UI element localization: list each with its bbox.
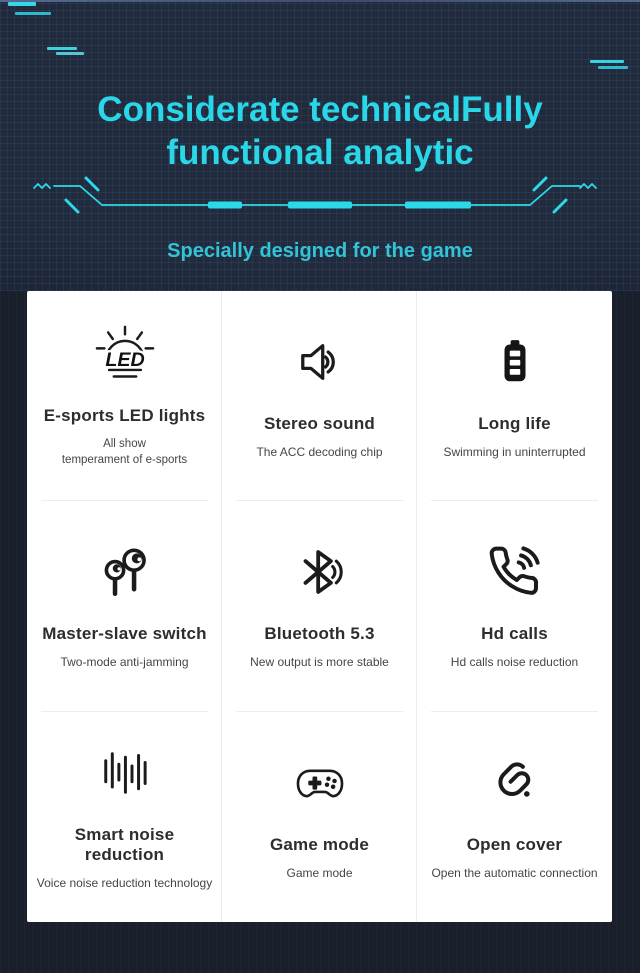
page-title	[0, 88, 640, 174]
feature-hd-calls	[417, 501, 612, 711]
deco-dash-top-left-1	[8, 2, 36, 6]
feature-noise-reduction	[27, 712, 222, 922]
feature-subtitle: Voice noise reduction technology	[36, 875, 213, 890]
feature-title: Open cover	[466, 834, 563, 854]
feature-title: Stereo sound	[263, 414, 376, 434]
speaker-icon	[290, 332, 350, 392]
noise-wave-icon	[95, 743, 155, 803]
feature-title: Hd calls	[481, 624, 548, 644]
feature-subtitle: All show temperament of e-sports	[61, 438, 188, 467]
battery-icon	[485, 332, 545, 392]
deco-dash-right-2	[598, 66, 628, 69]
feature-title: Bluetooth 5.3	[264, 624, 375, 644]
paperclip-icon	[485, 753, 545, 813]
page-title-line2: functional analytic	[166, 133, 474, 172]
feature-subtitle: The ACC decoding chip	[256, 445, 383, 460]
feature-subtitle: Open the automatic connection	[431, 865, 598, 880]
feature-led-lights	[27, 291, 222, 501]
feature-open-cover	[417, 712, 612, 922]
feature-card	[27, 291, 612, 922]
feature-title: Long life	[478, 414, 551, 434]
feature-subtitle: Two-mode anti-jamming	[60, 655, 189, 670]
gamepad-icon	[290, 753, 350, 813]
hero-banner	[0, 0, 640, 291]
deco-dash-mid-left-1	[47, 47, 77, 50]
feature-title: Master-slave switch	[42, 624, 207, 644]
feature-subtitle: Game mode	[286, 865, 353, 880]
hero-subtitle: Specially designed for the game	[167, 240, 473, 262]
feature-title: Game mode	[269, 834, 370, 854]
deco-dash-top-left-2	[15, 12, 51, 15]
feature-title: E-sports LED lights	[43, 406, 206, 426]
feature-bluetooth	[222, 501, 417, 711]
phone-icon	[485, 542, 545, 602]
feature-subtitle: New output is more stable	[250, 655, 389, 670]
feature-title: Smart noise reduction	[74, 824, 175, 864]
earbuds-icon	[95, 542, 155, 602]
bluetooth-icon	[290, 542, 350, 602]
feature-long-life	[417, 291, 612, 501]
tech-divider-ornament	[0, 175, 640, 221]
feature-subtitle: Hd calls noise reduction	[450, 655, 579, 670]
deco-dash-right-1	[590, 60, 624, 63]
deco-dash-mid-left-2	[56, 52, 84, 55]
feature-master-slave	[27, 501, 222, 711]
feature-stereo-sound	[222, 291, 417, 501]
led-badge-text: LED	[104, 349, 145, 372]
feature-subtitle: Swimming in uninterrupted	[443, 445, 586, 460]
page-title-line1: Considerate technicalFully	[97, 90, 543, 129]
led-lights-icon	[95, 324, 155, 384]
feature-game-mode	[222, 712, 417, 922]
